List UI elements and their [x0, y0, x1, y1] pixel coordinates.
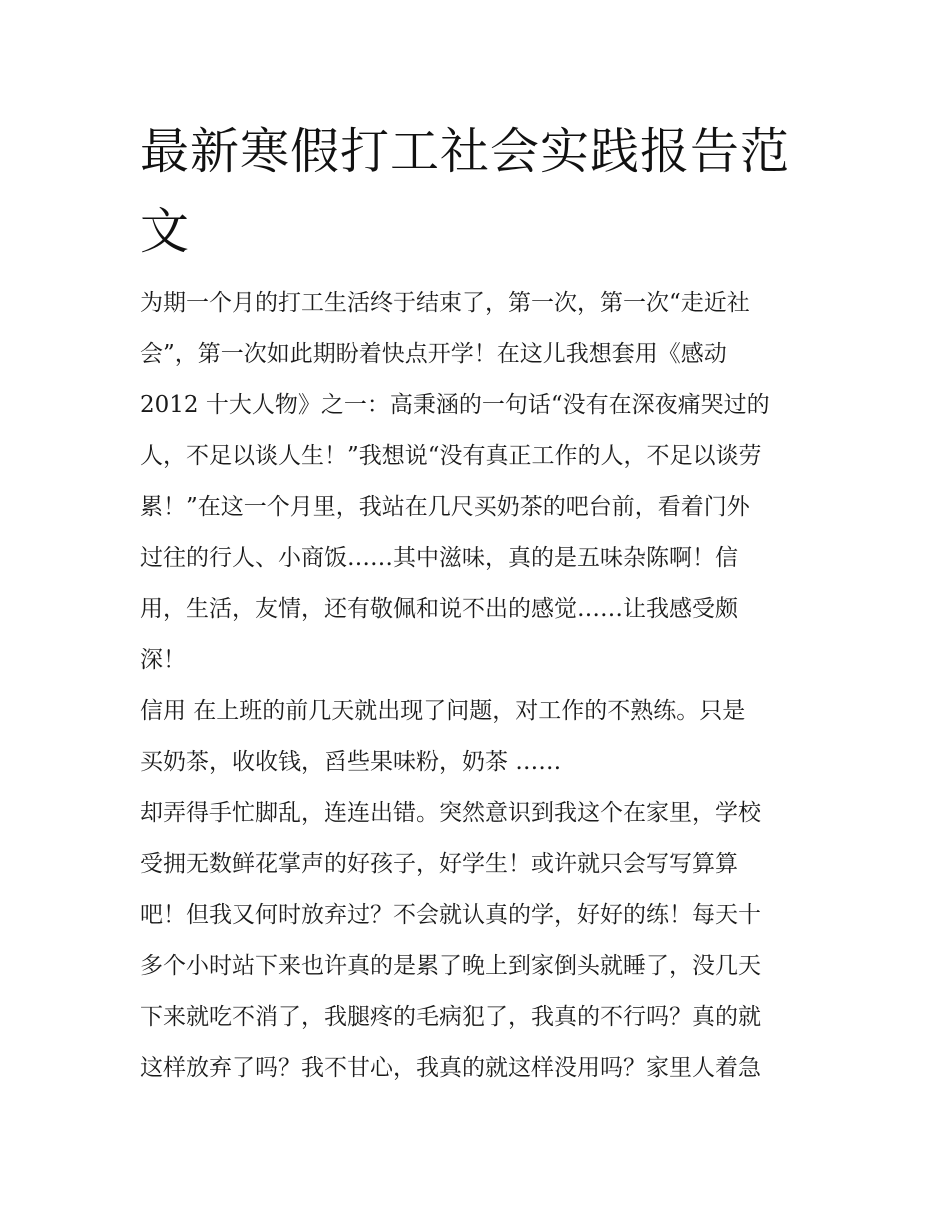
body-line: 人，不足以谈人生！”我想说“没有真正工作的人，不足以谈劳 [140, 443, 762, 469]
body-line: 下来就吃不消了，我腿疼的毛病犯了，我真的不行吗？真的就 [140, 1004, 761, 1030]
body-line: 过往的行人、小商饭……其中滋味，真的是五味杂陈啊！信 [140, 545, 738, 571]
body-line: 受拥无数鲜花掌声的好孩子，好学生！或许就只会写写算算 [140, 851, 738, 877]
document-title [140, 112, 820, 272]
body-line: 这样放弃了吗？我不甘心，我真的就这样没用吗？家里人着急 [140, 1055, 761, 1081]
body-line: 累！”在这一个月里，我站在几尺买奶茶的吧台前，看着门外 [140, 494, 750, 520]
body-line: 却弄得手忙脚乱，连连出错。突然意识到我这个在家里，学校 [140, 800, 761, 826]
body-line: 多个小时站下来也许真的是累了晚上到家倒头就睡了，没几天 [140, 953, 761, 979]
body-line: 深！ [140, 647, 186, 673]
body-line: 会”，第一次如此期盼着快点开学！在这儿我想套用《感动 [140, 341, 727, 367]
body-line: 买奶茶，收收钱，舀些果味粉，奶茶 …… [140, 749, 562, 775]
title-line: 文 [140, 203, 191, 260]
title-line: 最新寒假打工社会实践报告范 [140, 123, 791, 180]
body-line: 信用 在上班的前几天就出现了问题，对工作的不熟练。只是 [140, 698, 746, 724]
document-body [140, 278, 815, 1094]
body-line: 用，生活，友情，还有敬佩和说不出的感觉……让我感受颇 [140, 596, 738, 622]
body-line: 2012 十大人物》之一：高秉涵的一句话“没有在深夜痛哭过的 [140, 392, 770, 418]
body-line: 吧！但我又何时放弃过？不会就认真的学，好好的练！每天十 [140, 902, 761, 928]
body-line: 为期一个月的打工生活终于结束了，第一次，第一次“走近社 [140, 290, 750, 316]
